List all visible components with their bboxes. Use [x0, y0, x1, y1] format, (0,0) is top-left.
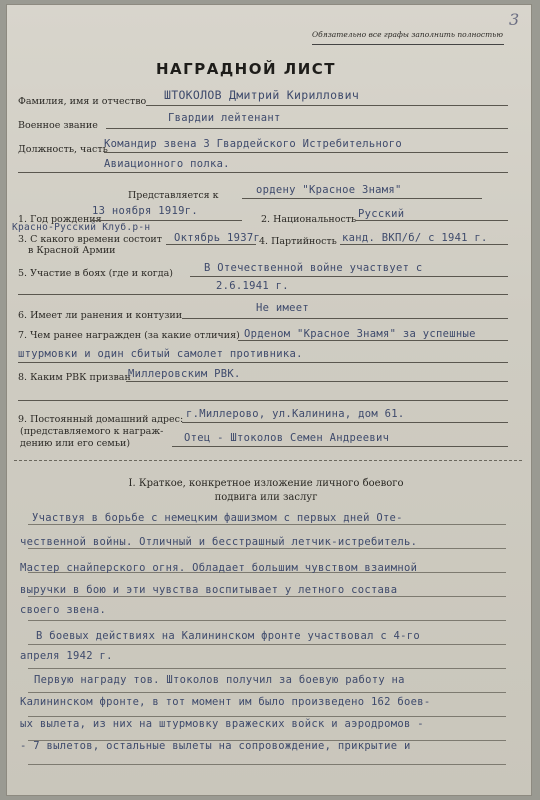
field3-label-2: в Красной Армии [28, 245, 116, 256]
field2-rule [356, 220, 508, 221]
narrative-line: Калининском фронте, в тот момент им было произведено 162 боев- [20, 696, 431, 708]
narrative-line: чественной войны. Отличный и бесстрашный летчик-истребитель. [20, 536, 418, 548]
position-rule-1 [104, 152, 508, 153]
field2-value: Русский [358, 208, 405, 220]
rule-line [28, 692, 506, 693]
field1-value: 13 ноября 1919г. [92, 205, 198, 217]
field9-rule-2 [172, 446, 508, 447]
narrative-line: Первую награду тов. Штоколов получил за боевую работу на [34, 674, 405, 686]
field6-rule [182, 318, 508, 319]
section-title-2: подвига или заслуг [214, 492, 318, 503]
rank-label: Военное звание [18, 120, 98, 131]
rule-line [28, 644, 506, 645]
position-rule-2 [18, 172, 508, 173]
field7-label: 7. Чем ранее награжден (за какие отличия) [18, 330, 240, 341]
name-value: ШТОКОЛОВ Дмитрий Кириллович [164, 88, 360, 102]
award-sheet [6, 4, 532, 796]
corner-mark: 3 [509, 10, 520, 29]
field3-value: Октябрь 1937г [174, 232, 261, 244]
narrative-line: ых вылета, из них на штурмовку вражеских войск и аэродромов - [20, 718, 424, 730]
field6-value: Не имеет [256, 302, 309, 314]
field9-label-1: 9. Постоянный домашний адрес: [18, 414, 184, 425]
narrative-line: апреля 1942 г. [20, 650, 113, 662]
presented-rule [242, 198, 482, 199]
rule-line [28, 524, 506, 525]
field3-label-1: 3. С какого времени состоит [18, 234, 163, 245]
field1-label: 1. Год рождения [18, 214, 102, 225]
field6-label: 6. Имеет ли ранения и контузии [18, 310, 183, 321]
header-rule [312, 44, 504, 45]
field8-rule [126, 381, 508, 382]
field5-rule-2 [18, 294, 508, 295]
rule-line [28, 548, 506, 549]
field9-value-1: г.Миллерово, ул.Калинина, дом 61. [186, 408, 405, 420]
rank-rule [106, 128, 508, 129]
field5-value-2: 2.6.1941 г. [216, 280, 289, 292]
field9-label-2: (представляемого к награж- [20, 426, 164, 437]
rank-value: Гвардии лейтенант [168, 112, 281, 124]
rule-line [28, 716, 506, 717]
narrative-line: Участвуя в борьбе с немецким фашизмом с первых дней Оте- [32, 512, 403, 524]
field9-label-3: дению или его семьи) [20, 438, 131, 449]
rule-line [28, 668, 506, 669]
field5-label: 5. Участие в боях (где и когда) [18, 268, 174, 279]
field5-rule-1 [190, 276, 508, 277]
field1-rule [92, 220, 242, 221]
field7-value-2: штурмовки и один сбитый самолет противника. [18, 348, 303, 360]
field4-rule [340, 244, 508, 245]
rule-line [28, 764, 506, 765]
page-title: НАГРАДНОЙ ЛИСТ [156, 60, 337, 78]
field5-value-1: В Отечественной войне участвует с [204, 262, 423, 274]
field3-rule [166, 244, 256, 245]
field7-rule-1 [238, 340, 508, 341]
narrative-line: своего звена. [20, 604, 107, 616]
section-title-1: I. Краткое, конкретное изложение личного боевого [128, 478, 404, 489]
field9-rule-1 [182, 422, 508, 423]
rule-line [28, 620, 506, 621]
name-label: Фамилия, имя и отчество [18, 96, 147, 107]
narrative-line: В боевых действиях на Калининском фронте участвовал с 4-го [36, 630, 421, 642]
narrative-line: выручки в бою и эти чувства воспитывает у летного состава [20, 584, 398, 596]
name-rule [146, 105, 508, 106]
field7-rule-2 [18, 362, 508, 363]
position-label: Должность, часть [18, 144, 108, 155]
field8-rule-2 [18, 400, 508, 401]
header-note: Обязательно все графы заполнить полностью [312, 30, 503, 39]
section-separator [14, 460, 522, 461]
field8-label: 8. Каким РВК призван [18, 372, 131, 383]
field3-note: Красно-Русский Клуб.р-н [12, 222, 151, 233]
rule-line [28, 596, 506, 597]
field8-value: Миллеровским РВК. [128, 368, 241, 380]
position-value-1: Командир звена 3 Гвардейского Истребительного [104, 138, 402, 150]
narrative-line: - 7 вылетов, остальные вылеты на сопровождение, прикрытие и [20, 740, 411, 752]
position-value-2: Авиационного полка. [104, 158, 230, 170]
field4-label: 4. Партийность [259, 236, 337, 247]
field4-value: канд. ВКП/б/ с 1941 г. [342, 232, 488, 244]
field7-value-1: Орденом "Красное Знамя" за успешные [244, 328, 476, 340]
presented-value: ордену "Красное Знамя" [256, 184, 402, 196]
field2-label: 2. Национальность [261, 214, 357, 225]
narrative-line: Мастер снайперского огня. Обладает большим чувством взаимной [20, 562, 418, 574]
presented-label: Представляется к [128, 190, 219, 201]
field9-value-2: Отец - Штоколов Семен Андреевич [184, 432, 390, 444]
